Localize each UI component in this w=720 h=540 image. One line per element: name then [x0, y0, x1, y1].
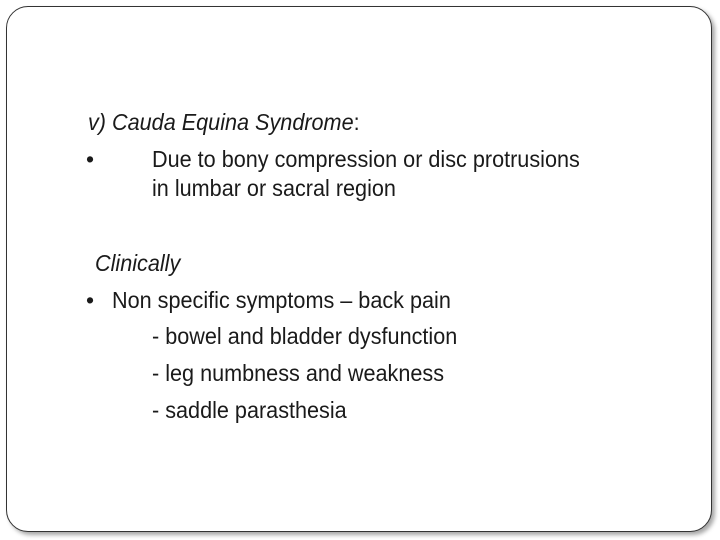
sub-item-saddle: - saddle parasthesia: [152, 397, 347, 423]
sub-item-bowel: - bowel and bladder dysfunction: [152, 323, 458, 349]
slide-heading: [88, 109, 360, 135]
bullet-1-line-2: in lumbar or sacral region: [152, 175, 396, 201]
heading-title: v) Cauda Equina Syndrome: [88, 109, 354, 135]
clinically-label: Clinically: [95, 250, 181, 276]
bullet-marker-2: •: [86, 287, 95, 313]
heading-colon: :: [353, 109, 360, 135]
bullet-1-line-1: Due to bony compression or disc protrusions: [152, 146, 580, 172]
sub-item-leg: - leg numbness and weakness: [152, 360, 445, 386]
bullet-marker-1: •: [86, 146, 95, 172]
bullet-2-text: Non specific symptoms – back pain: [112, 287, 451, 313]
